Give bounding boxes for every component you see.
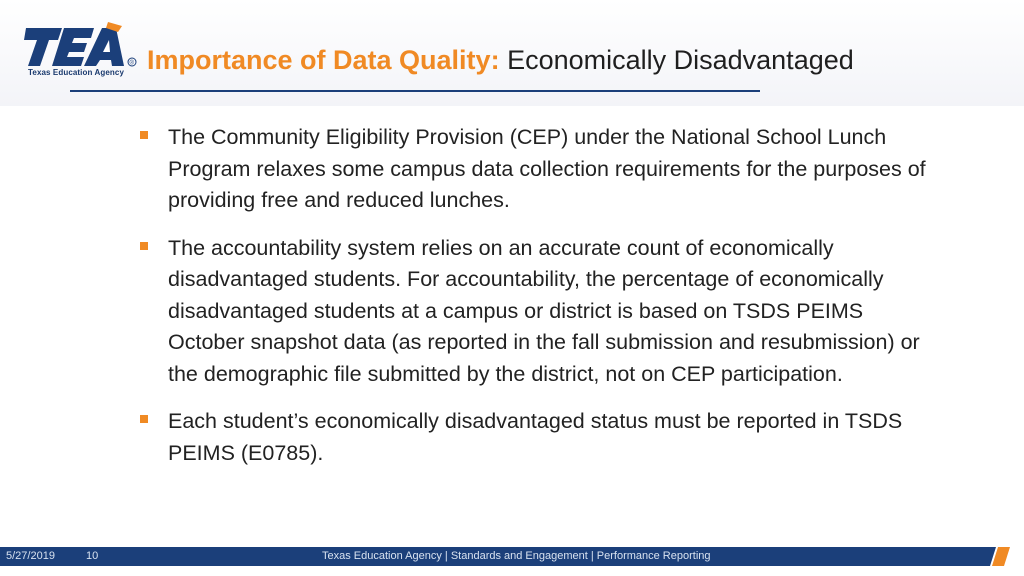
square-bullet-icon <box>140 415 148 423</box>
bullet-item <box>140 233 940 391</box>
title-accent: Importance of Data Quality: <box>147 45 500 75</box>
title-underline <box>70 90 760 92</box>
square-bullet-icon <box>140 242 148 250</box>
square-bullet-icon <box>140 131 148 139</box>
logo-subtitle: Texas Education Agency <box>28 68 125 77</box>
footer-page-number: 10 <box>86 550 99 562</box>
page-title <box>147 42 854 78</box>
bullet-text: The accountability system relies on an accurate count of economically disadvantaged students. For accountability, the percentage of economically disadvantaged students at a campus or district is based on TSDS PEIMS October snapshot data (as reported in the fall submission and resubmission) or the demographic file submitted by the district, not on CEP participation. <box>168 235 920 386</box>
footer-date: 5/27/2019 <box>6 550 55 562</box>
bullet-item <box>140 122 940 217</box>
footer-text: Texas Education Agency | Standards and Engagement | Performance Reporting <box>322 550 711 562</box>
bullet-text: The Community Eligibility Provision (CEP) under the National School Lunch Program relaxes some campus data collection requirements for the purposes of providing free and reduced lunches. <box>168 125 926 212</box>
title-rest: Economically Disadvantaged <box>499 45 854 75</box>
bullet-text: Each student’s economically disadvantaged status must be reported in TSDS PEIMS (E0785). <box>168 409 903 465</box>
bullet-item <box>140 406 940 469</box>
registered-mark: ® <box>129 60 134 67</box>
footer <box>0 547 1024 566</box>
bullet-list <box>140 122 940 485</box>
